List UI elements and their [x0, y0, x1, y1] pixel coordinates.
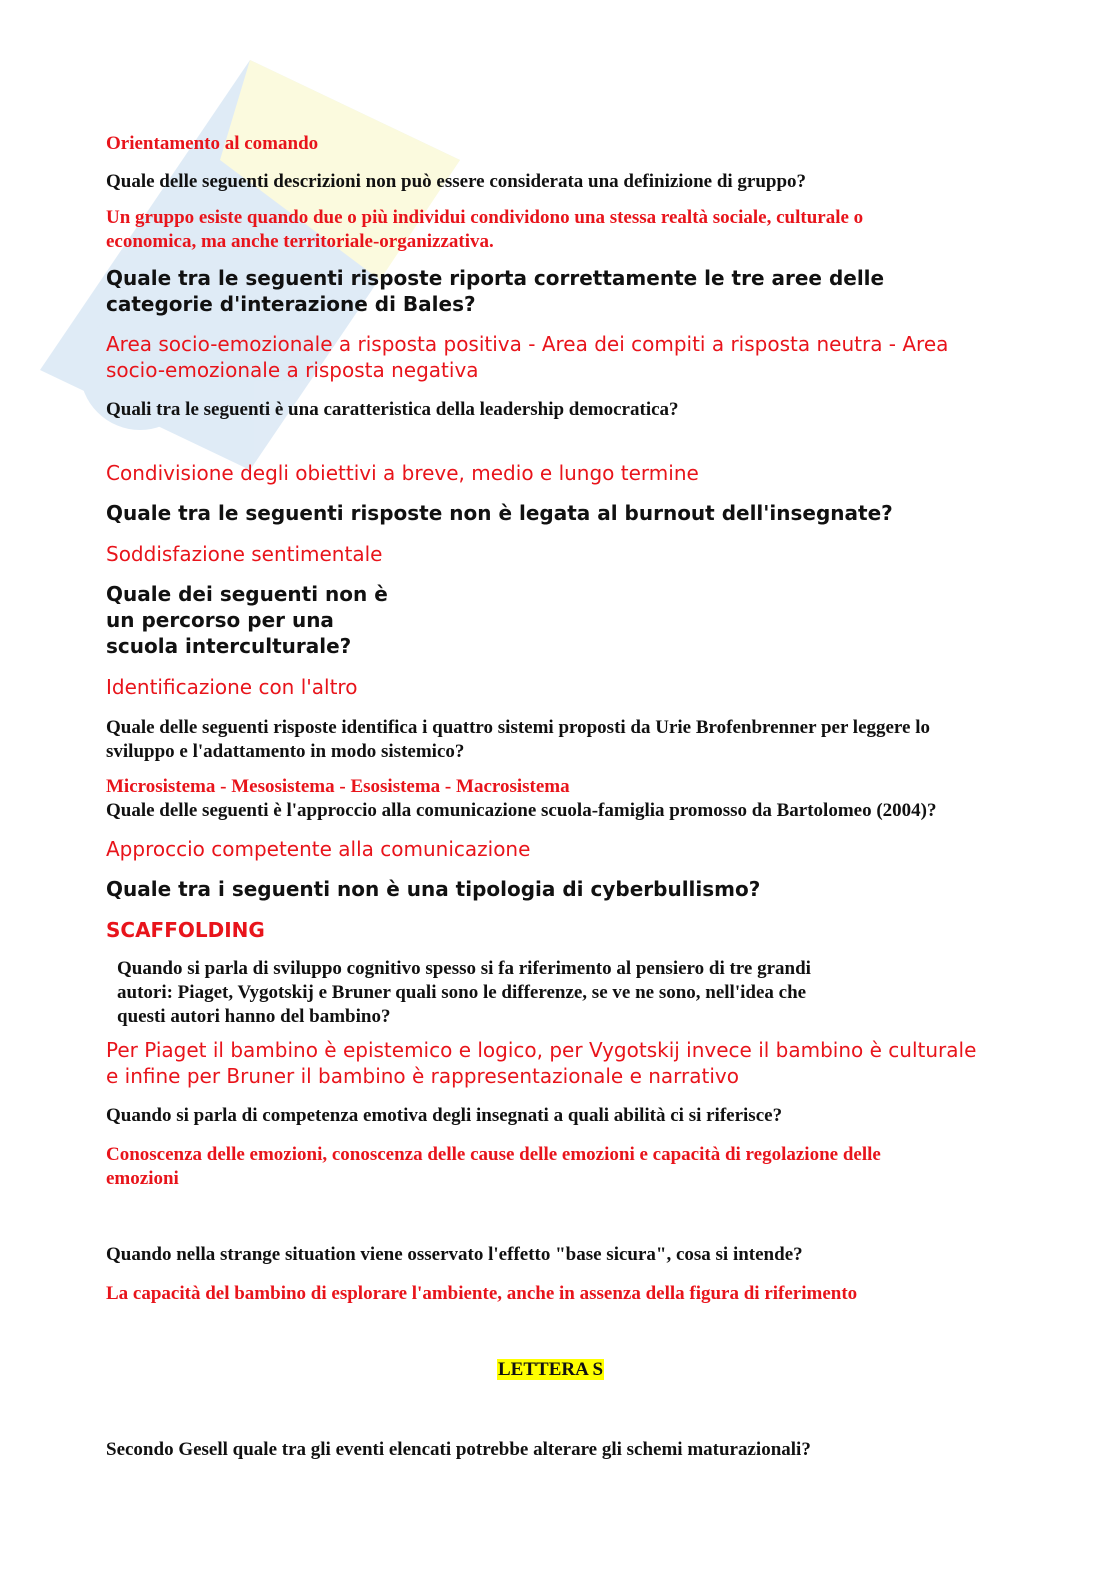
answer-sviluppo-cognitivo-line-1: Per Piaget il bambino è epistemico e logico, per Vygotskij invece il bambino è culturale [106, 1038, 977, 1062]
answer-leadership: Condivisione degli obiettivi a breve, medio e lungo termine [106, 461, 699, 485]
answer-brofenbrenner: Microsistema - Mesosistema - Esosistema - Macrosistema [106, 776, 570, 797]
question-sviluppo-cognitivo [117, 957, 811, 1029]
question-bales [106, 265, 884, 317]
question-intercultura-line-2: un percorso per una [106, 608, 334, 632]
question-intercultura-line-1: Quale dei seguenti non è [106, 582, 388, 606]
question-brofenbrenner [106, 716, 930, 764]
answer-gruppo-line-1: Un gruppo esiste quando due o più individui condividono una stessa realtà sociale, culturale o [106, 207, 864, 228]
answer-sviluppo-cognitivo [106, 1037, 976, 1089]
question-base-sicura: Quando nella strange situation viene osservato l'effetto "base sicura", cosa si intende? [106, 1244, 803, 1265]
section-heading-highlight: LETTERA S [498, 1359, 604, 1380]
question-leadership: Quali tra le seguenti è una caratteristica della leadership democratica? [106, 399, 679, 420]
question-definizione-gruppo: Quale delle seguenti descrizioni non può essere considerata una definizione di gruppo? [106, 171, 807, 192]
question-brofenbrenner-line-2: sviluppo e l'adattamento in modo sistemico? [106, 741, 465, 762]
question-sviluppo-cognitivo-line-2: autori: Piaget, Vygotskij e Bruner quali sono le differenze, se ve ne sono, nell'idea che [117, 982, 807, 1003]
answer-bartolomeo: Approccio competente alla comunicazione [106, 837, 531, 861]
question-intercultura [106, 581, 388, 659]
answer-intercultura: Identificazione con l'altro [106, 675, 358, 699]
answer-competenza-emotiva [106, 1143, 881, 1191]
answer-gruppo-line-2: economica, ma anche territoriale-organizzativa. [106, 231, 494, 252]
question-cyberbullismo: Quale tra i seguenti non è una tipologia di cyberbullismo? [106, 877, 761, 901]
answer-bales-line-1: Area socio-emozionale a risposta positiva - Area dei compiti a risposta neutra - Area [106, 332, 949, 356]
question-competenza-emotiva: Quando si parla di competenza emotiva degli insegnati a quali abilità ci si riferisce? [106, 1105, 783, 1126]
question-brofenbrenner-line-1: Quale delle seguenti risposte identifica i quattro sistemi proposti da Urie Brofenbrenner per leggere lo [106, 717, 930, 738]
answer-base-sicura: La capacità del bambino di esplorare l'ambiente, anche in assenza della figura di riferimento [106, 1283, 858, 1304]
answer-cyberbullismo: SCAFFOLDING [106, 918, 265, 942]
question-sviluppo-cognitivo-line-1: Quando si parla di sviluppo cognitivo spesso si fa riferimento al pensiero di tre grandi [117, 958, 811, 979]
answer-sviluppo-cognitivo-line-2: e infine per Bruner il bambino è rappresentazionale e narrativo [106, 1064, 739, 1088]
answer-orientamento: Orientamento al comando [106, 133, 319, 154]
question-bartolomeo: Quale delle seguenti è l'approccio alla comunicazione scuola-famiglia promosso da Bartolomeo (2004)? [106, 800, 937, 821]
answer-bales [106, 331, 948, 383]
question-bales-line-1: Quale tra le seguenti risposte riporta correttamente le tre aree delle [106, 266, 885, 290]
answer-competenza-emotiva-line-1: Conoscenza delle emozioni, conoscenza delle cause delle emozioni e capacità di regolazione delle [106, 1144, 881, 1165]
question-bales-line-2: categorie d'interazione di Bales? [106, 292, 476, 316]
answer-bales-line-2: socio-emozionale a risposta negativa [106, 358, 479, 382]
question-burnout: Quale tra le seguenti risposte non è legata al burnout dell'insegnate? [106, 501, 893, 525]
answer-gruppo [106, 206, 863, 254]
answer-burnout: Soddisfazione sentimentale [106, 542, 383, 566]
question-gesell: Secondo Gesell quale tra gli eventi elencati potrebbe alterare gli schemi maturazionali? [106, 1439, 811, 1460]
answer-competenza-emotiva-line-2: emozioni [106, 1168, 179, 1189]
question-sviluppo-cognitivo-line-3: questi autori hanno del bambino? [117, 1006, 391, 1027]
section-heading-lettera-s [497, 1358, 604, 1382]
question-intercultura-line-3: scuola interculturale? [106, 634, 352, 658]
